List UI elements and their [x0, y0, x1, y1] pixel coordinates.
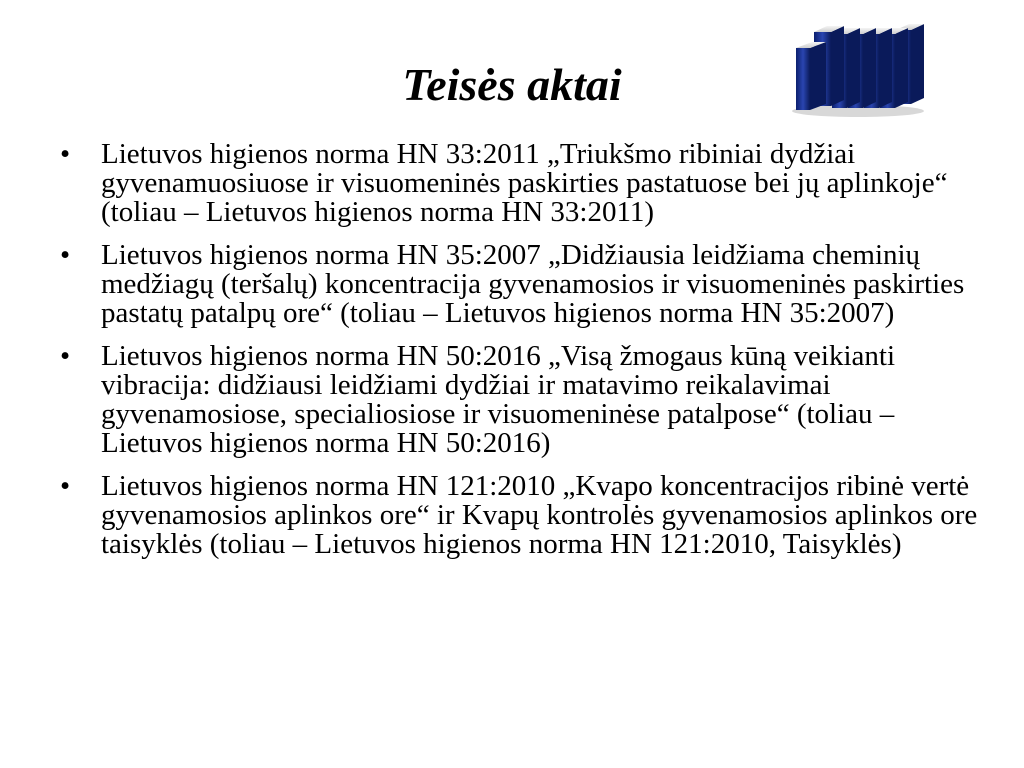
list-item	[60, 241, 980, 328]
list-item	[60, 472, 980, 559]
slide-title: Teisės aktai	[402, 59, 622, 110]
bullet-text: Lietuvos higienos norma HN 121:2010 „Kvapo koncentracijos ribinė vertė gyvenamosios aplinkos ore“ ir Kvapų kontrolės gyvenamosios aplinkos ore taisyklės (toliau – Lietuvos higienos norma HN 121:2010, Taisyklės)	[101, 470, 978, 560]
books-icon	[786, 18, 928, 118]
list-item	[60, 342, 980, 458]
bullet-list	[60, 140, 980, 573]
bullet-text: Lietuvos higienos norma HN 33:2011 „Triukšmo ribiniai dydžiai gyvenamuosiuose ir visuomeninės paskirties pastatuose bei jų aplinkoje“ (toliau – Lietuvos higienos norma HN 33:2011)	[101, 138, 948, 228]
bullet-marker: •	[60, 340, 71, 372]
bullet-marker: •	[60, 138, 71, 170]
bullet-marker: •	[60, 239, 71, 271]
bullet-text: Lietuvos higienos norma HN 50:2016 „Visą žmogaus kūną veikianti vibracija: didžiausi leidžiami dydžiai ir matavimo reikalavimai gyvenamosiose, specialiosiose ir visuomeninėse patalpose“ (toliau – Lietuvos higienos norma HN 50:2016)	[101, 340, 896, 459]
bullet-marker: •	[60, 470, 71, 502]
list-item	[60, 140, 980, 227]
bullet-text: Lietuvos higienos norma HN 35:2007 „Didžiausia leidžiama cheminių medžiagų (teršalų) koncentracija gyvenamosios ir visuomeninės paskirties pastatų patalpų ore“ (toliau – Lietuvos higienos norma HN 35:2007)	[101, 239, 965, 329]
